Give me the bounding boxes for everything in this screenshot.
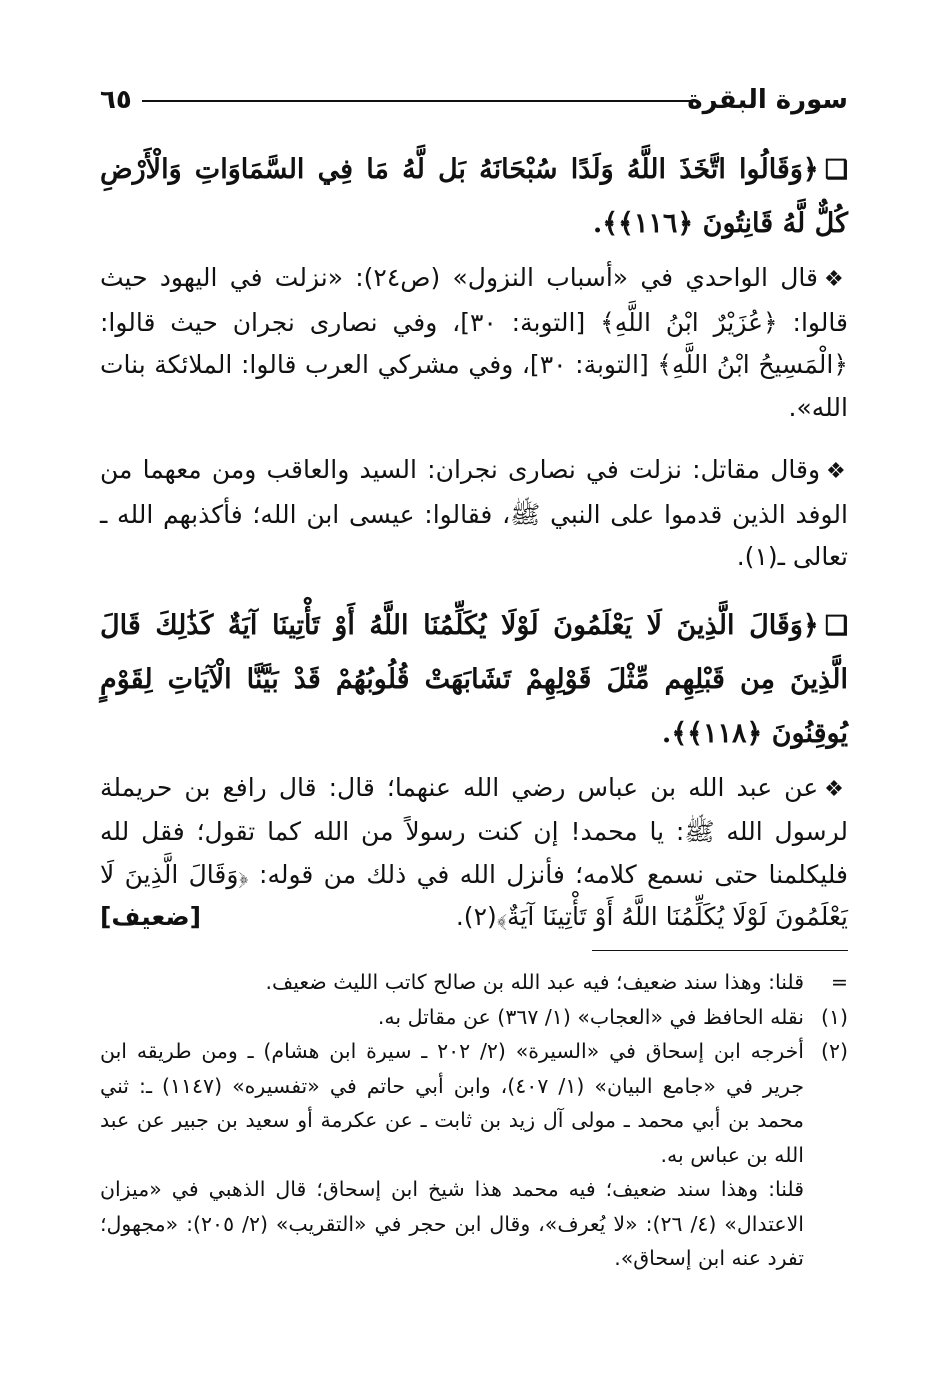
commentary-paragraph <box>100 449 848 579</box>
diamond-bullet-icon: ❖ <box>826 459 848 484</box>
verse-paragraph <box>100 143 848 251</box>
footnote-number: = <box>830 970 848 994</box>
verse-text: ﴿وَقَالَ الَّذِينَ لَا يَعْلَمُونَ لَوْلَا يُكَلِّمُنَا اللَّهُ أَوْ تَأْتِينَا آيَةٌ كَذَٰلِكَ قَالَ الَّذِينَ مِن قَبْلِهِم مِّثْلَ قَوْلِهِمْ تَشَابَهَتْ قُلُوبُهُمْ قَدْ بَيَّنَّا الْآيَاتِ لِقَوْمٍ يُوقِنُونَ ﴿١١٨﴾﴾. <box>100 609 848 749</box>
footnotes <box>100 965 848 1276</box>
footnote-continuation: قلنا: وهذا سند ضعيف؛ فيه محمد هذا شيخ ابن إسحاق؛ قال الذهبي في «ميزان الاعتدال» (٤/ ٢٦): «لا يُعرف»، وقال ابن حجر في «التقريب» (٢/ ٢٠٥): «مجهول؛ تفرد عنه ابن إسحاق». <box>100 1177 804 1270</box>
diamond-bullet-icon: ❖ <box>824 776 848 802</box>
diamond-bullet-icon: ❖ <box>823 267 848 292</box>
footnote-text: أخرجه ابن إسحاق في «السيرة» (٢/ ٢٠٢ ـ سيرة ابن هشام) ـ ومن طريقه ابن جرير في «جامع البيان» (١/ ٤٠٧)، وابن أبي حاتم في «تفسيره» (١١٤٧) ـ: ثني محمد بن أبي محمد ـ مولى آل زيد بن ثابت ـ عن عكرمة أو سعيد بن جبير عن عبد الله بن عباس به. <box>100 1039 804 1167</box>
footnote-number: (١) <box>820 1004 848 1029</box>
header-rule <box>142 100 698 102</box>
page-header <box>100 80 848 120</box>
footnote <box>100 1034 848 1172</box>
paragraph-text: عن عبد الله بن عباس رضي الله عنهما؛ قال: قال رافع بن حريملة لرسول الله ﷺ: يا محمد! إن كنت رسولاً من الله كما تقول؛ فقل لله فليكلمنا حتى نسمع كلامه؛ فأنزل الله في ذلك من قوله: ﴿وَقَالَ الَّذِينَ لَا يَعْلَمُونَ لَوْلَا يُكَلِّمُنَا اللَّهُ أَوْ تَأْتِينَا آيَةٌ﴾(٢). <box>100 772 848 931</box>
grading-label: [ضعيف] <box>100 902 202 931</box>
footnote <box>100 965 848 1000</box>
commentary-paragraph <box>100 257 848 429</box>
surah-title: سورة البقرة <box>687 85 848 115</box>
footnote-text: نقله الحافظ في «العجاب» (١/ ٣٦٧) عن مقاتل به. <box>377 1004 804 1029</box>
commentary-paragraph <box>100 767 848 939</box>
paragraph-text: وقال مقاتل: نزلت في نصارى نجران: السيد والعاقب ومن معهما من الوفد الذين قدموا على النبي ﷺ، فقالوا: عيسى ابن الله؛ فأكذبهم الله ـ تعالى ـ(١). <box>100 455 848 571</box>
box-marker-icon: ❑ <box>824 610 848 641</box>
paragraph-text: قال الواحدي في «أسباب النزول» (ص٢٤): «نزلت في اليهود حيث قالوا: ﴿عُزَيْرٌ ابْنُ اللَّهِ﴾ [التوبة: ٣٠]، وفي نصارى نجران حيث قالوا: ﴿الْمَسِيحُ ابْنُ اللَّهِ﴾ [التوبة: ٣٠]، وفي مشركي العرب قالوا: الملائكة بنات الله». <box>100 263 848 422</box>
footnote-separator <box>592 950 848 951</box>
main-text <box>100 143 848 939</box>
box-marker-icon: ❑ <box>824 155 848 185</box>
footnote <box>100 1000 848 1035</box>
verse-text: ﴿وَقَالُوا اتَّخَذَ اللَّهُ وَلَدًا سُبْحَانَهُ بَل لَّهُ مَا فِي السَّمَاوَاتِ وَالْأَرْضِ كُلٌّ لَّهُ قَانِتُونَ ﴿١١٦﴾﴾. <box>100 154 848 239</box>
footnote-number: (٢) <box>820 1039 848 1063</box>
footnote-text: قلنا: وهذا سند ضعيف؛ فيه عبد الله بن صالح كاتب الليث ضعيف. <box>265 970 804 994</box>
page-number: ٦٥ <box>100 85 132 115</box>
verse-paragraph <box>100 599 848 761</box>
